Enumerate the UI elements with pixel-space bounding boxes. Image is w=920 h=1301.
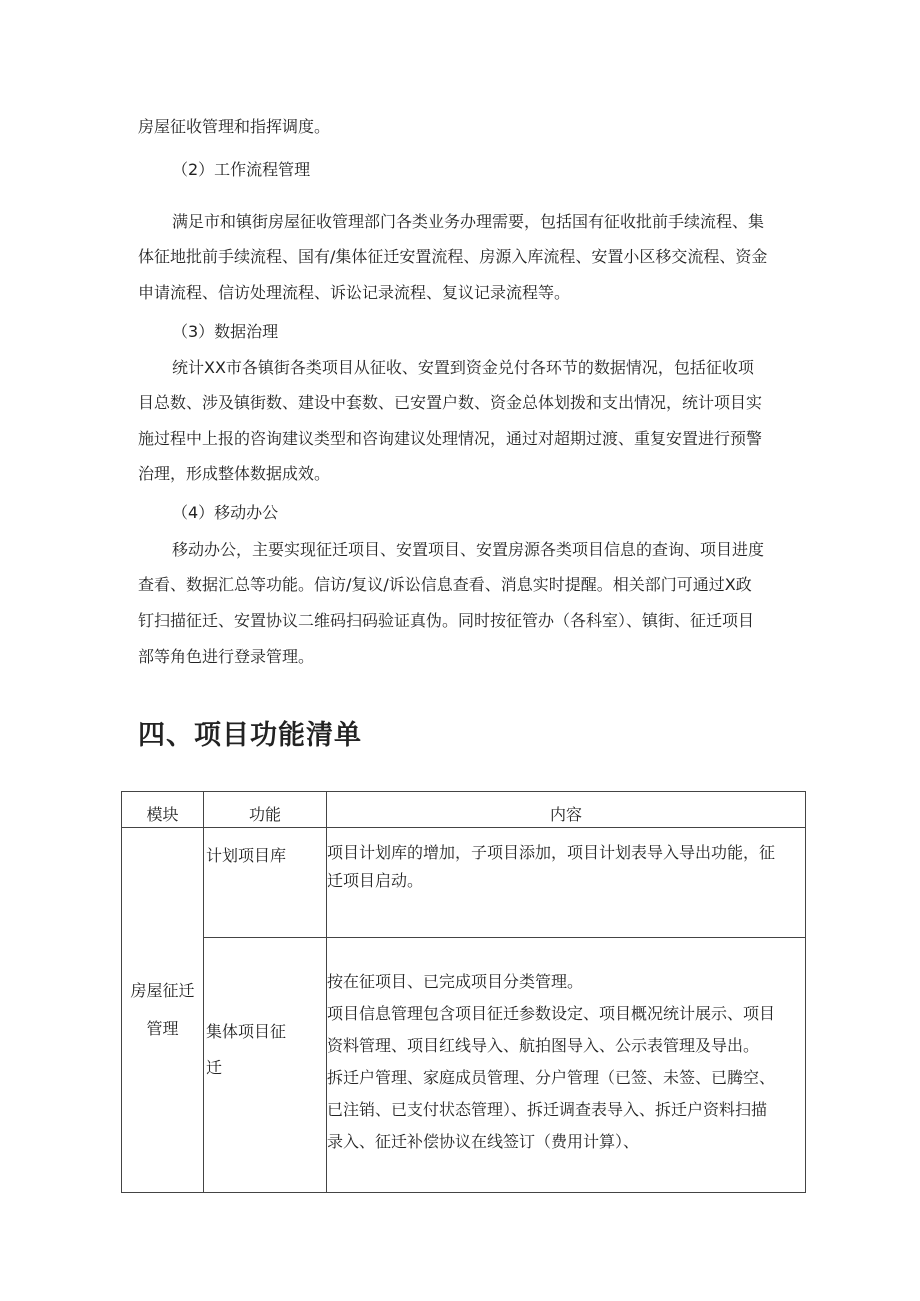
function-line: 集体项目征	[206, 1022, 287, 1041]
section-4-heading: （4）移动办公	[172, 503, 279, 522]
function-line: 计划项目库	[206, 846, 287, 865]
function-cell	[204, 828, 327, 938]
content-line: 按在征项目、已完成项目分类管理。	[327, 972, 584, 991]
content-line: 录入、征迁补偿协议在线签订（费用计算）、	[327, 1132, 640, 1151]
section-title: 四、项目功能清单	[138, 720, 362, 751]
section-4-line: 钉扫描征迁、安置协议二维码扫码验证真伪。同时按征管办（各科室）、镇街、征迁项目	[138, 611, 755, 630]
table-header-row	[122, 792, 806, 828]
section-3-line: 统计XX市各镇街各类项目从征收、安置到资金兑付各环节的数据情况，包括征收项	[172, 358, 754, 377]
section-3-heading: （3）数据治理	[172, 322, 279, 341]
header-module: 模块	[122, 792, 204, 828]
content-line: 资料管理、项目红线导入、航拍图导入、公示表管理及导出。	[327, 1036, 760, 1055]
content-line: 拆迁户管理、家庭成员管理、分户管理（已签、未签、已腾空、	[327, 1068, 776, 1087]
function-line: 迁	[206, 1058, 223, 1077]
content-line: 项目计划库的增加，子项目添加，项目计划表导入导出功能，征	[327, 843, 776, 862]
content-cell	[327, 938, 806, 1193]
table-row	[122, 828, 806, 938]
content-line: 已注销、已支付状态管理）、拆迁调查表导入、拆迁户资料扫描	[327, 1100, 768, 1119]
function-list-table	[121, 791, 806, 1193]
module-line: 管理	[146, 1019, 179, 1038]
section-4-line: 部等角色进行登录管理。	[138, 647, 315, 666]
section-3-line: 施过程中上报的咨询建议类型和咨询建议处理情况，通过对超期过渡、重复安置进行预警	[138, 429, 763, 448]
module-line: 房屋征迁	[130, 981, 195, 1000]
section-3-line: 目总数、涉及镇街数、建设中套数、已安置户数、资金总体划拨和支出情况，统计项目实	[138, 393, 763, 412]
table-row	[122, 938, 806, 1193]
section-4-line: 查看、数据汇总等功能。信访/复议/诉讼信息查看、消息实时提醒。相关部门可通过X政	[138, 575, 752, 594]
section-2-heading: （2）工作流程管理	[172, 160, 311, 179]
section-4-line: 移动办公，主要实现征迁项目、安置项目、安置房源各类项目信息的查询、项目进度	[172, 540, 765, 559]
intro-tail-text: 房屋征收管理和指挥调度。	[138, 117, 331, 136]
header-content: 内容	[327, 792, 806, 828]
function-cell	[204, 938, 327, 1193]
section-2-line: 体征地批前手续流程、国有/集体征迁安置流程、房源入库流程、安置小区移交流程、资金	[138, 247, 768, 266]
content-line: 项目信息管理包含项目征迁参数设定、项目概况统计展示、项目	[327, 1004, 776, 1023]
header-function: 功能	[204, 792, 327, 828]
content-line: 迁项目启动。	[327, 871, 424, 890]
section-3-line: 治理，形成整体数据成效。	[138, 464, 331, 483]
section-2-line: 满足市和镇街房屋征收管理部门各类业务办理需要，包括国有征收批前手续流程、集	[172, 212, 765, 231]
section-2-line: 申请流程、信访处理流程、诉讼记录流程、复议记录流程等。	[138, 283, 571, 302]
content-cell	[327, 828, 806, 938]
module-cell	[122, 828, 204, 1193]
